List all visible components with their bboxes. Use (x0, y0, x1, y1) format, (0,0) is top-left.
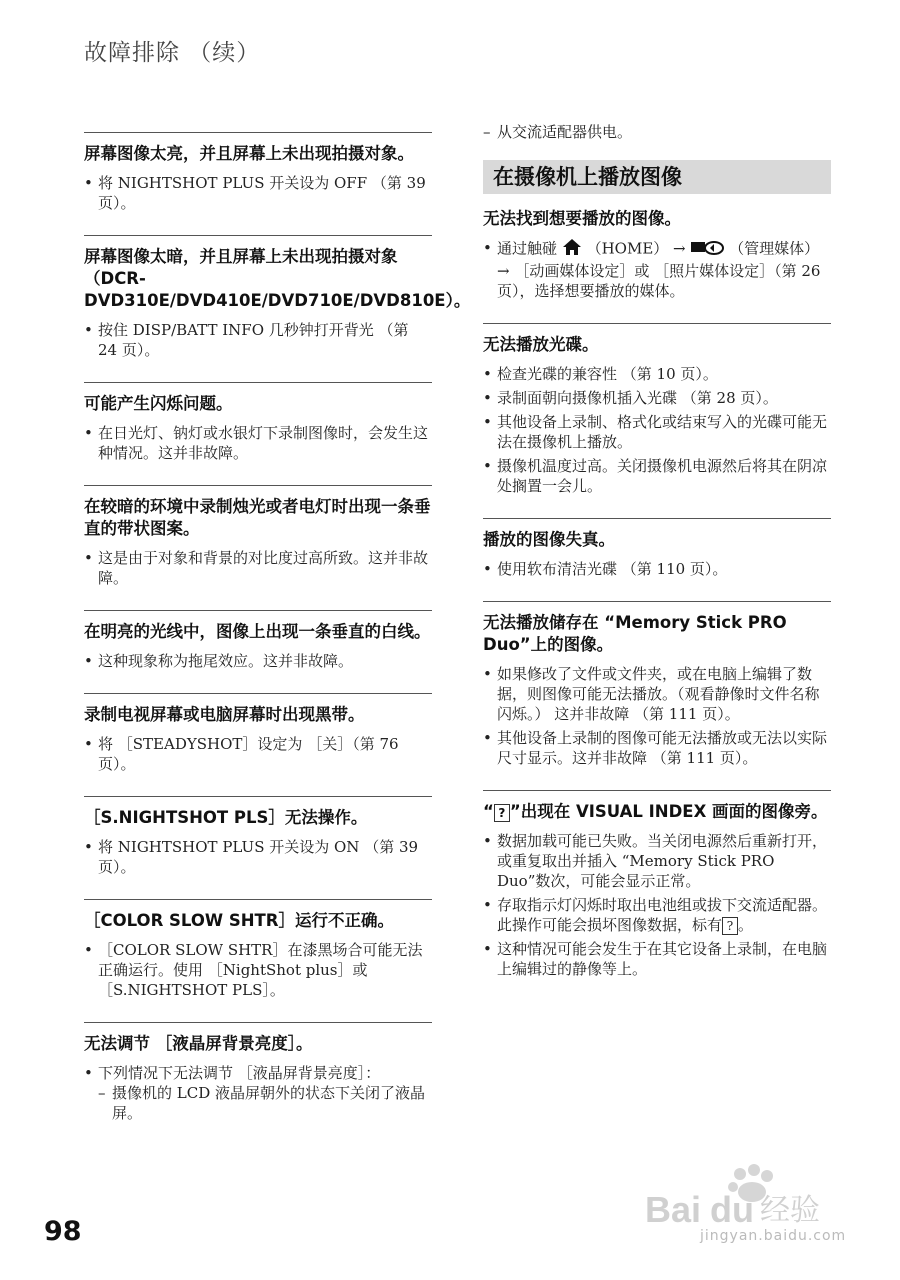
section-title: ［S.NIGHTSHOT PLS］无法操作。 (84, 808, 368, 827)
bullet-item: • 这种情况可能会发生于在其它设备上录制，在电脑上编辑过的静像等上。 (483, 939, 831, 979)
title-part: ”出现在 VISUAL INDEX 画面的图像旁。 (509, 802, 828, 821)
bullet-item (483, 238, 831, 301)
section-title: 屏幕图像太亮，并且屏幕上未出现拍摄对象。 (84, 144, 414, 163)
section-nightshot (84, 796, 432, 877)
section-title: 在较暗的环境中录制烛光或者电灯时出现一条垂直的带状图案。 (84, 497, 431, 538)
section-distorted (483, 518, 831, 579)
bullet-text: （管理媒体） → ［动画媒体设定］或 ［照片媒体设定］（第 26 页），选择想要播放的媒体。 (497, 239, 821, 300)
section-title: 无法找到想要播放的图像。 (483, 209, 681, 228)
bullet-text: 通过触碰 (497, 239, 558, 258)
sub-bullet-item: – 摄像机的 LCD 液晶屏朝外的状态下关闭了液晶屏。 (98, 1083, 432, 1123)
bullet-item: • 这种现象称为拖尾效应。这并非故障。 (84, 651, 432, 671)
manage-media-icon (690, 238, 724, 261)
section-title: 在明亮的光线中，图像上出现一条垂直的白线。 (84, 622, 431, 641)
svg-text:经验: 经验 (760, 1193, 820, 1228)
bullet-item: • 将 NIGHTSHOT PLUS 开关设为 OFF （第 39 页）。 (84, 173, 432, 213)
section-title (483, 801, 831, 823)
question-mark-icon: ? (494, 804, 510, 822)
bullet-item: • 如果修改了文件或文件夹，或在电脑上编辑了数据，则图像可能无法播放。（观看静像时文件名称闪烁。） 这并非故障 （第 111 页）。 (483, 664, 831, 724)
section-cannot-find (483, 208, 831, 301)
bullet-item: • 将 NIGHTSHOT PLUS 开关设为 ON （第 39 页）。 (84, 837, 432, 877)
title-part: “ (483, 802, 494, 821)
section-title: ［COLOR SLOW SHTR］运行不正确。 (84, 911, 394, 930)
section-question-mark (483, 790, 831, 979)
section-title: 无法播放储存在 “Memory Stick PRO Duo”上的图像。 (483, 613, 787, 654)
bullet-item (483, 895, 831, 935)
svg-text:du: du (710, 1189, 754, 1230)
right-column (483, 122, 831, 1001)
bullet-item: • 这是由于对象和背景的对比度过高所致。这并非故障。 (84, 548, 432, 588)
bullet-text: （HOME） → (586, 239, 686, 258)
bullet-item: • 录制面朝向摄像机插入光碟 （第 28 页）。 (483, 388, 831, 408)
section-white-line (84, 610, 432, 671)
bullet-item: • 其他设备上录制的图像可能无法播放或无法以实际尺寸显示。这并非故障 （第 111 页）。 (483, 728, 831, 768)
section-lcd-brightness (84, 1022, 432, 1123)
bullet-item: • 检查光碟的兼容性 （第 10 页）。 (483, 364, 831, 384)
bullet-item: • ［COLOR SLOW SHTR］在漆黑场合可能无法正确运行。使用 ［NightShot plus］或 ［S.NIGHTSHOT PLS］。 (84, 940, 432, 1000)
home-icon (562, 238, 582, 261)
page-number: 98 (44, 1216, 82, 1247)
section-title: 可能产生闪烁问题。 (84, 394, 233, 413)
section-title: 无法播放光碟。 (483, 335, 599, 354)
section-black-bands (84, 693, 432, 774)
bullet-text: 下列情况下无法调节 ［液晶屏背景亮度］： (98, 1064, 381, 1082)
watermark-url: jingyan.baidu.com (700, 1228, 847, 1244)
page-header: 故障排除 （续） (84, 40, 261, 66)
bullet-item: • 将 ［STEADYSHOT］设定为 ［关］（第 76 页）。 (84, 734, 432, 774)
bullet-text: 。 (738, 916, 754, 934)
section-flicker (84, 382, 432, 463)
bullet-item: • 按住 DISP/BATT INFO 几秒钟打开背光 （第 24 页）。 (84, 320, 432, 360)
bullet-item: • 使用软布清洁光碟 （第 110 页）。 (483, 559, 831, 579)
bullet-item (84, 1063, 432, 1123)
bullet-item: • 数据加载可能已失败。当关闭电源然后重新打开，或重复取出并插入 “Memory Stick PRO Duo”数次，可能会显示正常。 (483, 831, 831, 891)
baidu-watermark-logo (640, 1160, 850, 1260)
section-too-bright (84, 132, 432, 213)
section-title: 录制电视屏幕或电脑屏幕时出现黑带。 (84, 705, 365, 724)
bullet-text: 存取指示灯闪烁时取出电池组或拔下交流适配器。此操作可能会损坏图像数据，标有 (497, 896, 828, 934)
chapter-heading: 在摄像机上播放图像 (483, 160, 831, 194)
section-title: 无法调节 ［液晶屏背景亮度］。 (84, 1034, 313, 1053)
section-too-dark (84, 235, 471, 360)
question-mark-icon: ? (722, 917, 738, 935)
svg-text:Bai: Bai (645, 1189, 702, 1230)
section-memory-stick (483, 601, 831, 768)
section-vertical-band (84, 485, 432, 588)
continued-dash-item: – 从交流适配器供电。 (483, 122, 831, 142)
section-title: 播放的图像失真。 (483, 530, 615, 549)
bullet-item: • 其他设备上录制、格式化或结束写入的光碟可能无法在摄像机上播放。 (483, 412, 831, 452)
bullet-item: • 在日光灯、钠灯或水银灯下录制图像时，会发生这种情况。这并非故障。 (84, 423, 432, 463)
section-title: 屏幕图像太暗，并且屏幕上未出现拍摄对象 （DCR-DVD310E/DVD410E/DVD710E/DVD810E）。 (84, 247, 471, 310)
section-color-slow-shtr (84, 899, 432, 1000)
left-column (84, 132, 471, 1145)
section-cannot-play-disc (483, 323, 831, 496)
bullet-item: • 摄像机温度过高。关闭摄像机电源然后将其在阴凉处搁置一会儿。 (483, 456, 831, 496)
